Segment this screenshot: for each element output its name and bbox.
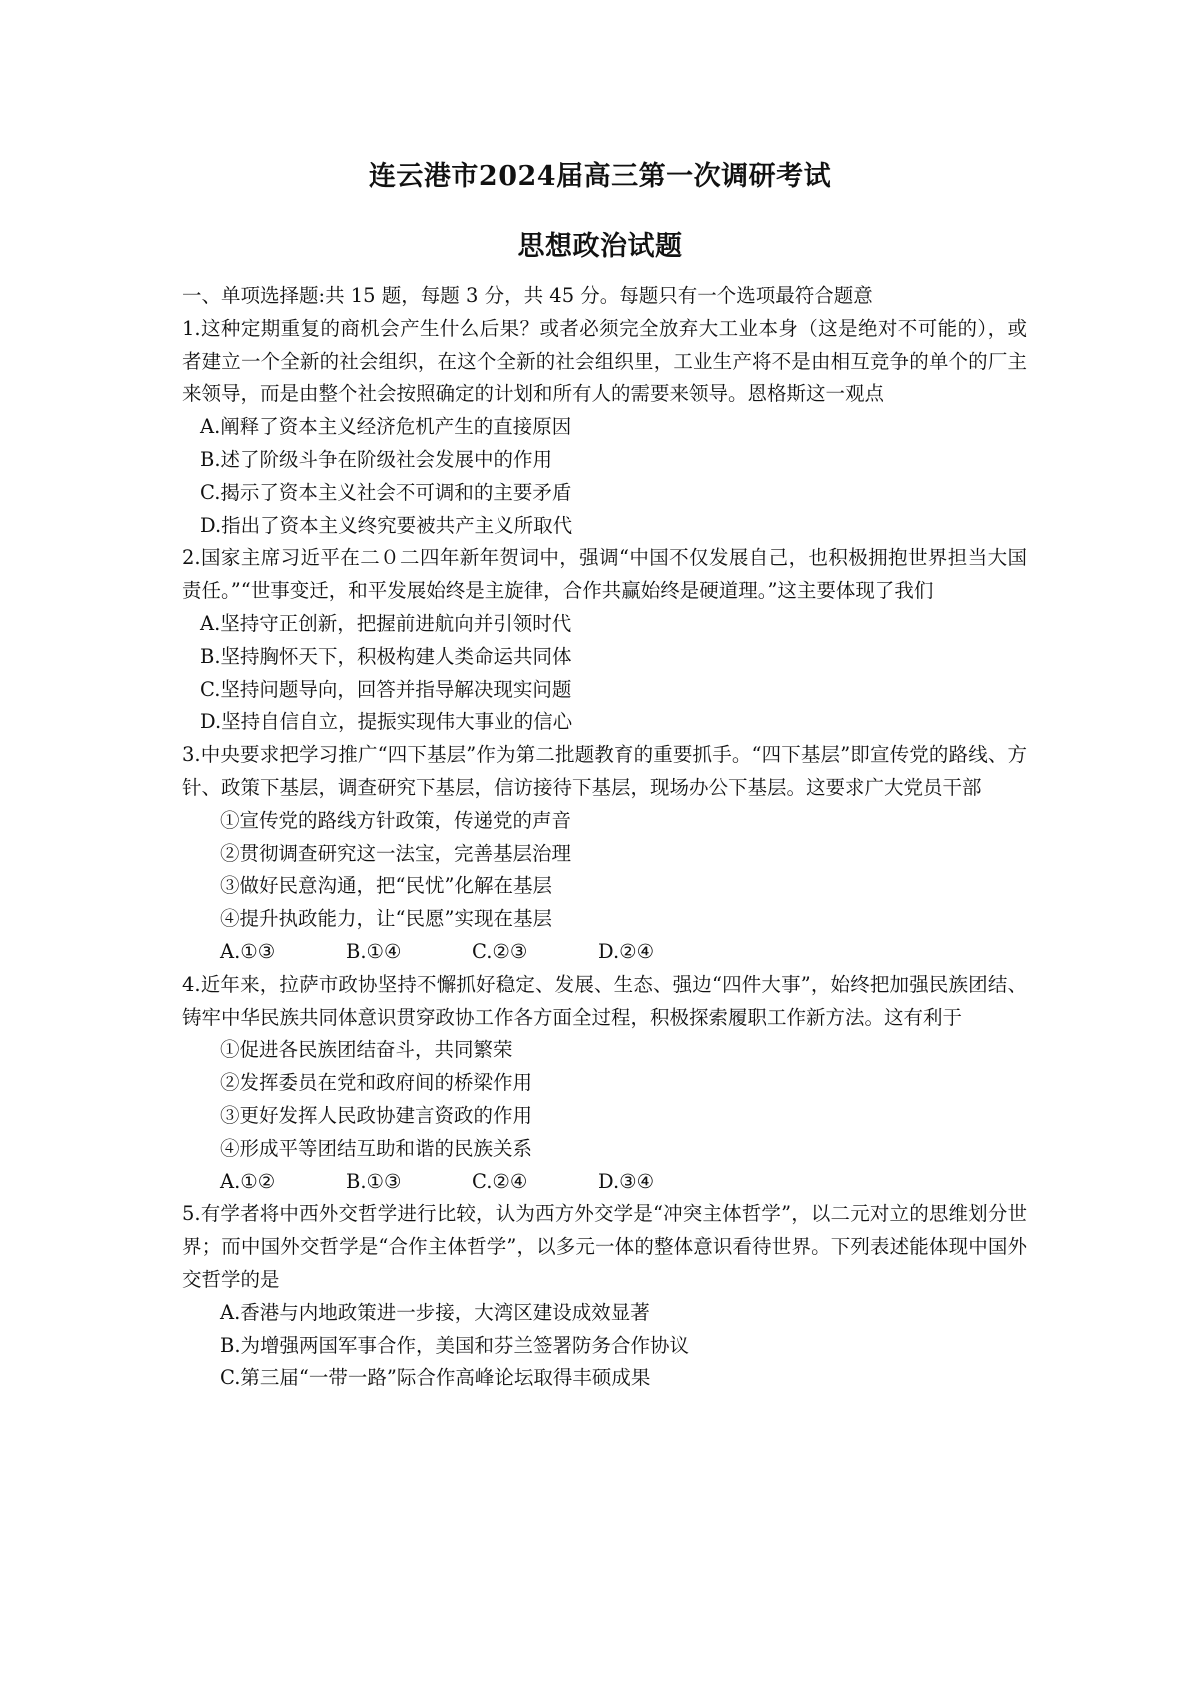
question-stem: 2.国家主席习近平在二０二四年新年贺词中，强调“中国不仅发展自己，也积极拥抱世界担当大国责任。”“世事变迁，和平发展始终是主旋律，合作共赢始终是硬道理。”这主要体现了我们 bbox=[182, 546, 1027, 603]
question-3 bbox=[182, 739, 1027, 969]
statement-1: ①促进各民族团结奋斗，共同繁荣 bbox=[220, 1038, 513, 1062]
statement-4: ④提升执政能力，让“民愿”实现在基层 bbox=[220, 907, 552, 931]
choice-d: D.②④ bbox=[598, 939, 655, 963]
choice-c: C.②④ bbox=[472, 1169, 528, 1193]
option-b: B.为增强两国军事合作，美国和芬兰签署防务合作协议 bbox=[220, 1333, 690, 1357]
answer-choices bbox=[182, 1166, 1027, 1199]
section-heading: 一、单项选择题:共 15 题，每题 3 分，共 45 分。每题只有一个选项最符合题意 bbox=[182, 284, 873, 307]
exam-title: 连云港市2024届高三第一次调研考试 bbox=[368, 161, 832, 192]
option-d: D.指出了资本主义终究要被共产主义所取代 bbox=[200, 513, 573, 537]
choice-a: A.①② bbox=[220, 1169, 276, 1193]
statement-3: ③做好民意沟通，把“民忧”化解在基层 bbox=[220, 874, 552, 898]
option-a: A.坚持守正创新，把握前进航向并引领时代 bbox=[200, 611, 572, 635]
option-b: B.述了阶级斗争在阶级社会发展中的作用 bbox=[200, 447, 553, 471]
question-stem: 4.近年来，拉萨市政协坚持不懈抓好稳定、发展、生态、强边“四件大事”，始终把加强民族团结、铸牢中华民族共同体意识贯穿政协工作各方面全过程，积极探索履职工作新方法。这有利于 bbox=[182, 972, 1027, 1029]
option-c: C.揭示了资本主义社会不可调和的主要矛盾 bbox=[200, 480, 572, 504]
question-5 bbox=[182, 1198, 1027, 1395]
option-a: A.阐释了资本主义经济危机产生的直接原因 bbox=[200, 415, 572, 439]
option-a: A.香港与内地政策进一步接，大湾区建设成效显著 bbox=[220, 1300, 650, 1324]
exam-subtitle: 思想政治试题 bbox=[517, 231, 683, 262]
statement-4: ④形成平等团结互助和谐的民族关系 bbox=[220, 1136, 533, 1160]
option-d: D.坚持自信自立，提振实现伟大事业的信心 bbox=[200, 710, 573, 734]
question-1 bbox=[182, 313, 1027, 543]
statement-3: ③更好发挥人民政协建言资政的作用 bbox=[220, 1103, 533, 1127]
statement-2: ②发挥委员在党和政府间的桥梁作用 bbox=[220, 1071, 533, 1095]
question-4 bbox=[182, 969, 1027, 1199]
exam-content bbox=[182, 280, 1027, 1395]
statement-1: ①宣传党的路线方针政策，传递党的声音 bbox=[220, 808, 572, 832]
statement-2: ②贯彻调查研究这一法宝，完善基层治理 bbox=[220, 841, 572, 865]
choice-b: B.①③ bbox=[346, 1169, 402, 1193]
question-2 bbox=[182, 542, 1027, 739]
question-stem: 1.这种定期重复的商机会产生什么后果？或者必须完全放弃大工业本身（这是绝对不可能的），或者建立一个全新的社会组织，在这个全新的社会组织里，工业生产将不是由相互竞争的单个的厂主来领导，而是由整个社会按照确定的计划和所有人的需要来领导。恩格斯这一观点 bbox=[182, 316, 1027, 406]
choice-d: D.③④ bbox=[598, 1169, 655, 1193]
option-c: C.坚持问题导向，回答并指导解决现实问题 bbox=[200, 677, 572, 701]
choice-b: B.①④ bbox=[346, 939, 402, 963]
question-stem: 5.有学者将中西外交哲学进行比较，认为西方外交学是“冲突主体哲学”，以二元对立的思维划分世界；而中国外交哲学是“合作主体哲学”，以多元一体的整体意识看待世界。下列表述能体现中国外交哲学的是 bbox=[182, 1202, 1027, 1291]
question-stem: 3.中央要求把学习推广“四下基层”作为第二批题教育的重要抓手。“四下基层”即宣传党的路线、方针、政策下基层，调查研究下基层，信访接待下基层，现场办公下基层。这要求广大党员干部 bbox=[182, 743, 1027, 799]
choice-c: C.②③ bbox=[472, 939, 528, 963]
answer-choices bbox=[182, 936, 1027, 969]
option-c: C.第三届“一带一路”际合作高峰论坛取得丰硕成果 bbox=[220, 1366, 651, 1390]
option-b: B.坚持胸怀天下，积极构建人类命运共同体 bbox=[200, 644, 572, 668]
choice-a: A.①③ bbox=[220, 939, 276, 963]
